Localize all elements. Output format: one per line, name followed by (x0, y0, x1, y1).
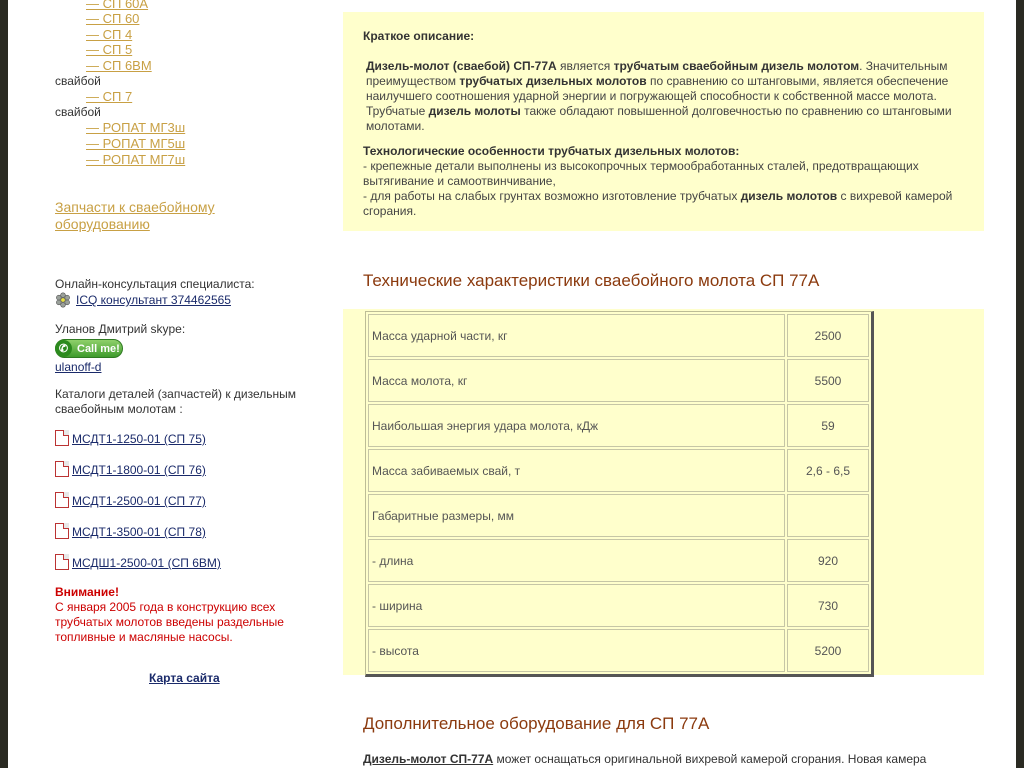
text: - для работы на слабых грунтах возможно изготовление трубчатых (363, 189, 741, 203)
catalog-link[interactable]: МСДТ1-3500-01 (СП 78) (72, 525, 206, 539)
skype-name-link[interactable]: ulanoff-d (55, 360, 102, 374)
catalog-item[interactable] (55, 461, 206, 477)
table-row (368, 539, 869, 582)
warning-text: С января 2005 года в конструкцию всех трубчатых молотов введены раздельные топливные и масляные насосы. (55, 600, 284, 644)
menu-link-sp7[interactable]: — СП 7 (86, 89, 133, 104)
feature-item (363, 189, 964, 219)
category-label: свайбой (55, 74, 101, 88)
description-title: Краткое описание: (363, 29, 475, 43)
text-bold: трубчатых дизельных молотов (459, 74, 647, 88)
icq-link[interactable]: ICQ консультант 374462565 (76, 293, 231, 307)
text: также обладают повышенной долговечностью по сравнению со штанговыми молотами. (366, 104, 952, 133)
text-bold: Дизель-молот (сваебой) СП-77А (366, 59, 557, 73)
table-row (368, 359, 869, 402)
text-bold: дизель молотов (740, 189, 838, 203)
skype-label: Уланов Дмитрий skype: (55, 322, 186, 336)
catalog-item[interactable] (55, 554, 221, 570)
specs-table-container (343, 309, 984, 675)
description-paragraph (363, 59, 964, 134)
pdf-icon (55, 523, 69, 539)
pdf-icon (55, 554, 69, 570)
menu-link-ropat-mg7[interactable]: — РОПАТ МГ7ш (86, 152, 186, 167)
icq-flower-icon (55, 292, 71, 308)
spec-name: - длина (368, 539, 785, 582)
spec-value: 730 (787, 584, 869, 627)
sp77a-link[interactable]: Дизель-молот СП-77А (363, 752, 494, 766)
menu-link-sp60a[interactable]: — СП 60А (86, 0, 149, 11)
catalog-link[interactable]: МСДТ1-1800-01 (СП 76) (72, 463, 206, 477)
warning-title: Внимание! (55, 585, 119, 599)
features-title: Технологические особенности трубчатых дизельных молотов: (363, 144, 740, 158)
text: с вихревой камерой сгорания. (363, 189, 953, 218)
text: по сравнению со штанговыми, является обеспечение наилучшего соотношения ударной энергии и погружающей способности к собственной массе молота. Трубчатые (366, 74, 949, 118)
spec-value (787, 494, 869, 537)
text: . Значительным преимуществом (366, 59, 948, 88)
menu-link-sp5[interactable]: — СП 5 (86, 42, 133, 57)
catalog-item[interactable] (55, 430, 206, 446)
catalog-link[interactable]: МСДТ1-1250-01 (СП 75) (72, 432, 206, 446)
spec-value: 2500 (787, 314, 869, 357)
catalogs-label: Каталоги деталей (запчастей) к дизельным сваебойным молотам : (55, 387, 297, 416)
table-row (368, 629, 869, 672)
icq-contact[interactable] (55, 292, 231, 308)
pdf-icon (55, 430, 69, 446)
call-me-label: Call me! (77, 342, 120, 355)
spec-name: - ширина (368, 584, 785, 627)
page (8, 0, 1016, 768)
spec-name: Масса молота, кг (368, 359, 785, 402)
category-label: свайбой (55, 105, 101, 119)
catalog-item[interactable] (55, 523, 206, 539)
table-row (368, 449, 869, 492)
spec-name: Масса забиваемых свай, т (368, 449, 785, 492)
consult-label: Онлайн-консультация специалиста: (55, 277, 255, 291)
catalog-item[interactable] (55, 492, 206, 508)
phone-icon: ✆ (55, 340, 72, 357)
text: может оснащаться оригинальной вихревой камерой сгорания. Новая камера (493, 752, 927, 766)
specs-title: Технические характеристики сваебойного молота СП 77А (363, 271, 820, 290)
table-row (368, 404, 869, 447)
text-bold: дизель молоты (428, 104, 521, 118)
catalog-link[interactable]: МСДШ1-2500-01 (СП 6ВМ) (72, 556, 221, 570)
catalog-link[interactable]: МСДТ1-2500-01 (СП 77) (72, 494, 206, 508)
spec-name: Масса ударной части, кг (368, 314, 785, 357)
text: является (556, 59, 614, 73)
spec-name: - высота (368, 629, 785, 672)
extra-equipment-title: Дополнительное оборудование для СП 77А (363, 714, 710, 733)
table-row (368, 584, 869, 627)
specs-table (365, 311, 874, 677)
spec-value: 920 (787, 539, 869, 582)
menu-link-ropat-mg3[interactable]: — РОПАТ МГ3ш (86, 120, 186, 135)
menu-link-sp4[interactable]: — СП 4 (86, 27, 133, 42)
left-sidebar (8, 0, 328, 768)
feature-item: - крепежные детали выполнены из высокопрочных термообработанных сталей, предотвращающих вытягивание и самоотвинчивание, (363, 159, 919, 188)
extra-equipment-text (363, 752, 926, 766)
skype-call-button[interactable] (55, 339, 123, 358)
table-row (368, 314, 869, 357)
sitemap-link[interactable]: Карта сайта (149, 671, 220, 685)
text-bold: трубчатым сваебойным дизель молотом (613, 59, 860, 73)
menu-link-ropat-mg5[interactable]: — РОПАТ МГ5ш (86, 136, 186, 151)
pdf-icon (55, 492, 69, 508)
spec-name: Наибольшая энергия удара молота, кДж (368, 404, 785, 447)
spec-value: 5500 (787, 359, 869, 402)
menu-link-sp60[interactable]: — СП 60 (86, 11, 140, 26)
spec-value: 5200 (787, 629, 869, 672)
description-box (343, 12, 984, 231)
spare-parts-link[interactable]: Запчасти к сваебойному оборудованию (55, 199, 215, 232)
table-row (368, 494, 869, 537)
pdf-icon (55, 461, 69, 477)
spec-name: Габаритные размеры, мм (368, 494, 785, 537)
spec-value: 2,6 - 6,5 (787, 449, 869, 492)
spec-value: 59 (787, 404, 869, 447)
menu-link-sp6vm[interactable]: — СП 6ВМ (86, 58, 152, 73)
